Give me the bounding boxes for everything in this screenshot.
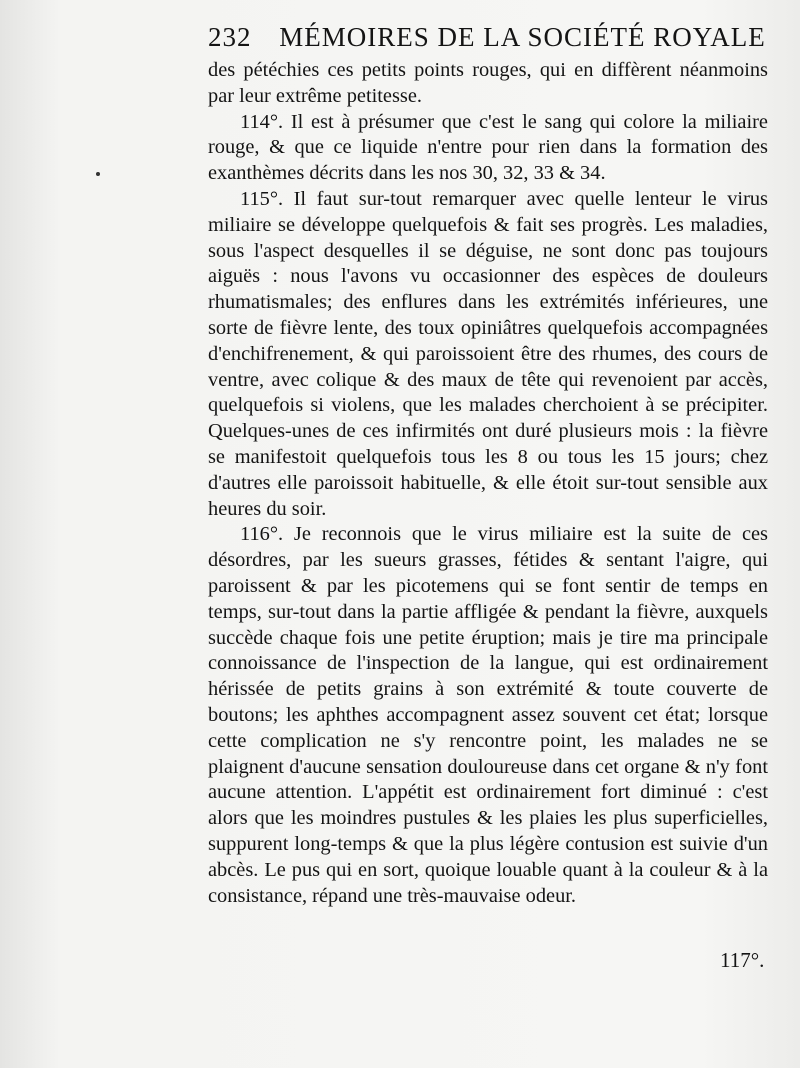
running-title: MÉMOIRES DE LA SOCIÉTÉ ROYALE <box>279 22 766 52</box>
page-number: 232 <box>208 22 252 52</box>
paragraph-114: 114°. Il est à présumer que c'est le sang qui colore la miliaire rouge, & que ce liquide n'entre pour rien dans la formation des exanthèmes décrits dans les nos 30, 32, 33 & 34. <box>208 110 768 185</box>
paragraph-continuation: des pétéchies ces petits points rouges, qui en diffèrent néanmoins par leur extrême petitesse. <box>208 59 768 107</box>
body-text <box>208 58 768 909</box>
running-header <box>208 22 768 53</box>
ink-speck <box>96 172 100 176</box>
paragraph-115: 115°. Il faut sur-tout remarquer avec quelle lenteur le virus miliaire se développe quelquefois & fait ses progrès. Les maladies, sous l'aspect desquelles il se déguise, ne sont donc pas toujours aiguës : nous l'avons vu occasionner des espèces de douleurs rhumatismales; des enflures dans les extrémités inférieures, une sorte de fièvre lente, des toux opiniâtres quelquefois accompagnées d'enchifrenement, & qui paroissoient être des rhumes, des cours de ventre, avec colique & des maux de tête qui revenoient par accès, quelquefois si violens, que les malades cherchoient à se précipiter. Quelques-unes de ces infirmités ont duré plusieurs mois : la fièvre se manifestoit quelquefois tous les 8 ou tous les 15 jours; chez d'autres elle paroissoit habituelle, & elle étoit sur-tout sensible aux heures du soir. <box>208 187 768 520</box>
paragraph-116: 116°. Je reconnois que le virus miliaire est la suite de ces désordres, par les sueurs grasses, fétides & sentant l'aigre, qui paroissent & par les picotemens qui se font sentir de temps en temps, sur-tout dans la partie affligée & pendant la fièvre, auxquels succède chaque fois une petite éruption; mais je tire ma principale connoissance de l'inspection de la langue, qui est ordinairement hérissée de petits grains à son extrémité & toute couverte de boutons; les aphthes accompagnent assez souvent cet état; lorsque cette complication ne s'y rencontre point, les malades ne se plaignent d'aucune sensation douloureuse dans cet organe & n'y font aucune attention. L'appétit est ordinairement fort diminué : c'est alors que les moindres pustules & les plaies les plus superficielles, suppurent long-temps & que la plus légère contusion est suivie d'un abcès. Le pus qui en sort, quoique louable quant à la couleur & à la consistance, répand une très-mauvaise odeur. <box>208 523 768 907</box>
catchword: 117°. <box>720 948 765 972</box>
